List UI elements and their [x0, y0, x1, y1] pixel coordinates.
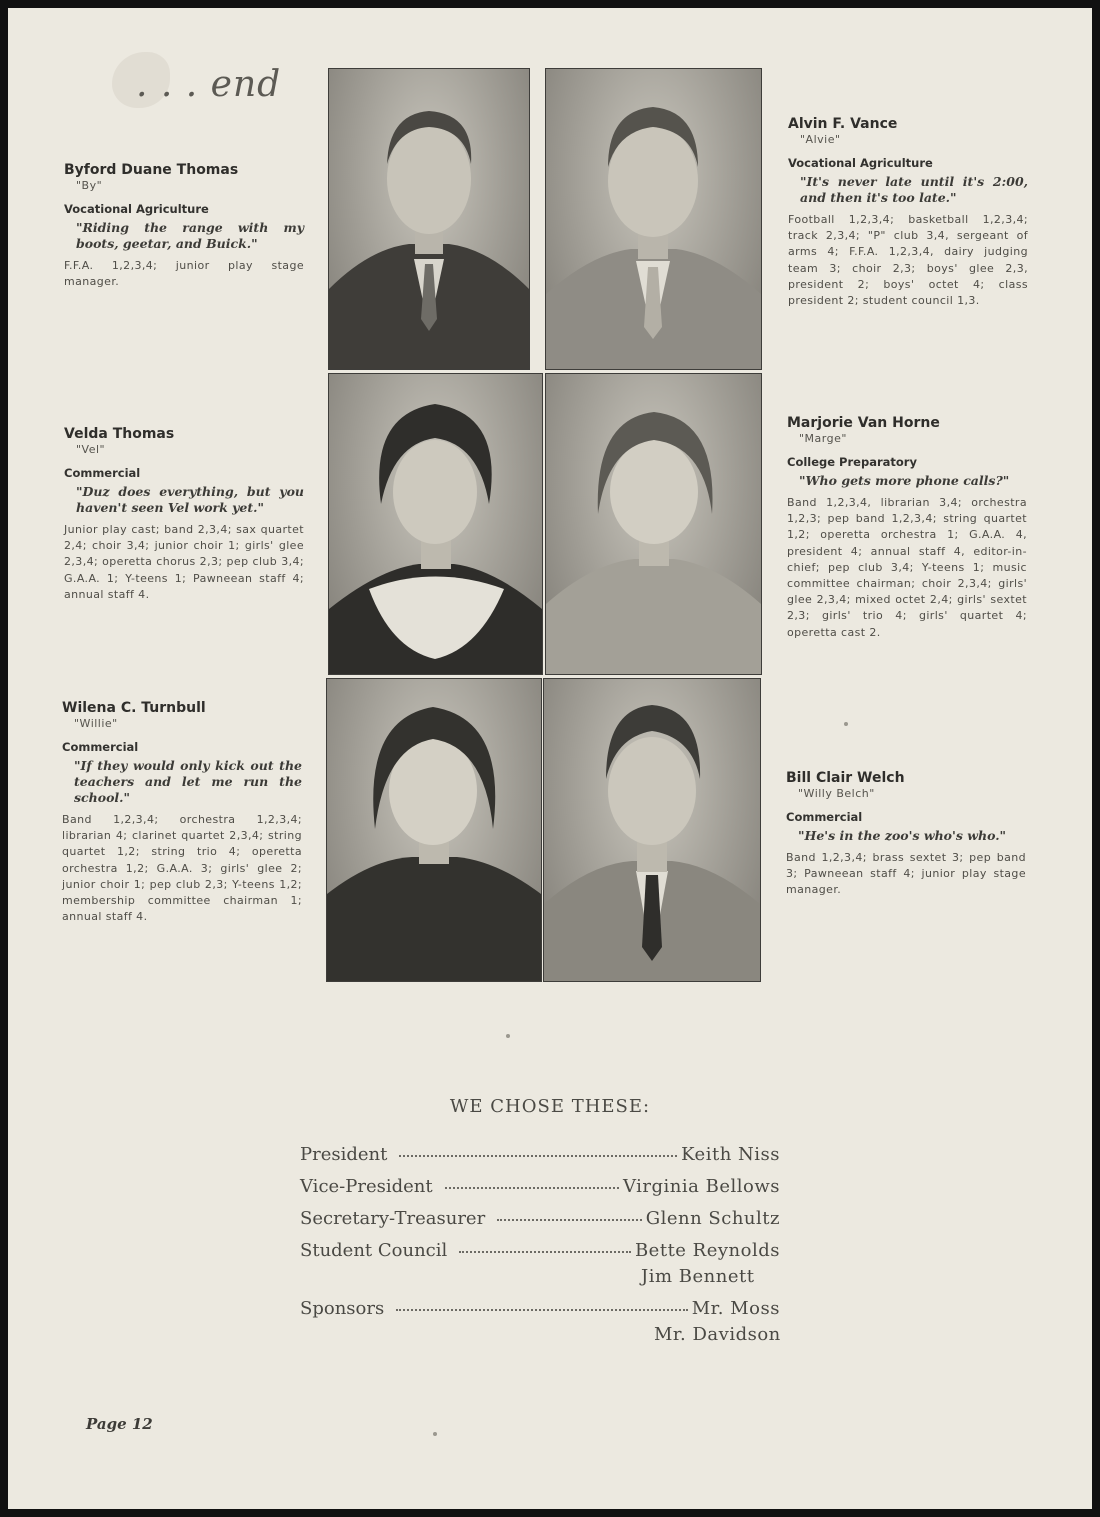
officer-row-vice-president — [300, 1176, 780, 1197]
officer-role: Secretary-Treasurer — [300, 1208, 486, 1229]
student-nickname: "Willy Belch" — [798, 787, 875, 800]
officer-holder: Virginia Bellows — [622, 1176, 780, 1197]
student-name: Velda Thomas — [64, 426, 175, 442]
student-course: Commercial — [62, 740, 139, 754]
speck-mark — [506, 1034, 510, 1038]
student-activities: Band 1,2,3,4; brass sextet 3; pep band 3; Pawneean staff 4; junior play stage manager. — [786, 851, 1026, 897]
student-course: Vocational Agriculture — [64, 202, 209, 216]
portrait-photo-velda — [328, 373, 543, 675]
officer-role: President — [300, 1144, 388, 1165]
officer-holder: Keith Niss — [681, 1144, 780, 1165]
speck-mark — [433, 1432, 437, 1436]
officer-row-secretary-treasurer — [300, 1208, 780, 1229]
officer-holder: Glenn Schultz — [645, 1208, 780, 1229]
student-name: Byford Duane Thomas — [64, 162, 239, 178]
portrait-photo-byford — [328, 68, 530, 370]
officer-holder-extra: Jim Bennett — [641, 1266, 755, 1287]
officer-holder-extra: Mr. Davidson — [654, 1324, 781, 1345]
student-quote: "Duz does everything, but you haven't seen Vel work yet." — [76, 484, 304, 515]
page-header-title: . . . end — [136, 64, 282, 105]
student-course: Commercial — [64, 466, 141, 480]
student-activities: Junior play cast; band 2,3,4; sax quartet 2,4; choir 3,4; junior choir 1; girls' glee 2,3,4; operetta chorus 2,3; pep club 3,4; G.A.A. 1; Y-teens 1; Pawneean staff 4; annual staff 4. — [64, 523, 304, 601]
dot-leader — [399, 1155, 677, 1157]
officer-role: Student Council — [300, 1240, 448, 1261]
student-bio-byford — [64, 162, 304, 290]
officer-row-student-council — [300, 1240, 780, 1261]
portrait-photo-wilena — [326, 678, 542, 982]
student-quote: "Riding the range with my boots, geetar, and Buick." — [76, 220, 304, 251]
student-activities: Football 1,2,3,4; basketball 1,2,3,4; track 2,3,4; "P" club 3,4, sergeant of arms 4; F.F.A. 1,2,3,4, dairy judging team 3; choir 2,3; boys' glee 2,3, president 2; boys' octet 4; class president 2; student council 1,3. — [788, 213, 1028, 308]
student-nickname: "Vel" — [76, 443, 106, 456]
student-course: College Preparatory — [787, 455, 917, 469]
student-name: Marjorie Van Horne — [787, 415, 940, 431]
student-nickname: "By" — [76, 179, 103, 192]
dot-leader — [396, 1309, 688, 1311]
student-activities: Band 1,2,3,4, librarian 3,4; orchestra 1,2,3; pep band 1,2,3,4; string quartet 1,2; operetta orchestra 1; G.A.A. 4, president 4; annual staff 4, editor-in-chief; pep club 3,4; Y-teens 1; music committee chairman; choir 2,3,4; girls' glee 2,3,4; mixed octet 2,4; girls' sextet 2,3; girls' trio 4; girls' quartet 4; operetta cast 2. — [787, 496, 1027, 639]
student-activities: F.F.A. 1,2,3,4; junior play stage manager. — [64, 259, 304, 289]
yearbook-page — [8, 8, 1092, 1509]
page-number: Page 12 — [86, 1415, 153, 1433]
student-quote: "Who gets more phone calls?" — [799, 473, 1010, 488]
speck-mark — [844, 722, 848, 726]
portrait-photo-alvin — [545, 68, 762, 370]
officer-row-sponsors — [300, 1298, 780, 1319]
student-nickname: "Willie" — [74, 717, 118, 730]
student-quote: "He's in the zoo's who's who." — [798, 828, 1007, 843]
student-nickname: "Alvie" — [800, 133, 841, 146]
student-bio-bill — [786, 770, 1026, 899]
student-bio-velda — [64, 426, 304, 603]
student-course: Vocational Agriculture — [788, 156, 933, 170]
student-name: Bill Clair Welch — [786, 770, 905, 786]
dot-leader — [459, 1251, 631, 1253]
officers-title: WE CHOSE THESE: — [449, 1096, 651, 1117]
portrait-photo-bill — [543, 678, 761, 982]
officer-role: Sponsors — [300, 1298, 385, 1319]
student-name: Alvin F. Vance — [788, 116, 898, 132]
student-quote: "If they would only kick out the teachers and let me run the school." — [74, 758, 302, 805]
officer-holder: Mr. Moss — [691, 1298, 780, 1319]
dot-leader — [445, 1187, 619, 1189]
dot-leader — [497, 1219, 642, 1221]
student-course: Commercial — [786, 810, 863, 824]
student-bio-marjorie — [787, 415, 1027, 641]
officer-role: Vice-President — [300, 1176, 433, 1197]
student-activities: Band 1,2,3,4; orchestra 1,2,3,4; librarian 4; clarinet quartet 2,3,4; string quartet 1,2; string trio 4; operetta orchestra 1,2; G.A.A. 3; girls' glee 2; junior choir 1; pep club 2,3; Y-teens 1,2; membership committee chairman 1; annual staff 4. — [62, 813, 302, 924]
student-nickname: "Marge" — [799, 432, 847, 445]
student-quote: "It's never late until it's 2:00, and then it's too late." — [800, 174, 1028, 205]
officer-row-president — [300, 1144, 780, 1165]
student-bio-wilena — [62, 700, 302, 925]
officer-holder: Bette Reynolds — [634, 1240, 780, 1261]
student-bio-alvin — [788, 116, 1028, 309]
portrait-photo-marjorie — [545, 373, 762, 675]
student-name: Wilena C. Turnbull — [62, 700, 206, 716]
